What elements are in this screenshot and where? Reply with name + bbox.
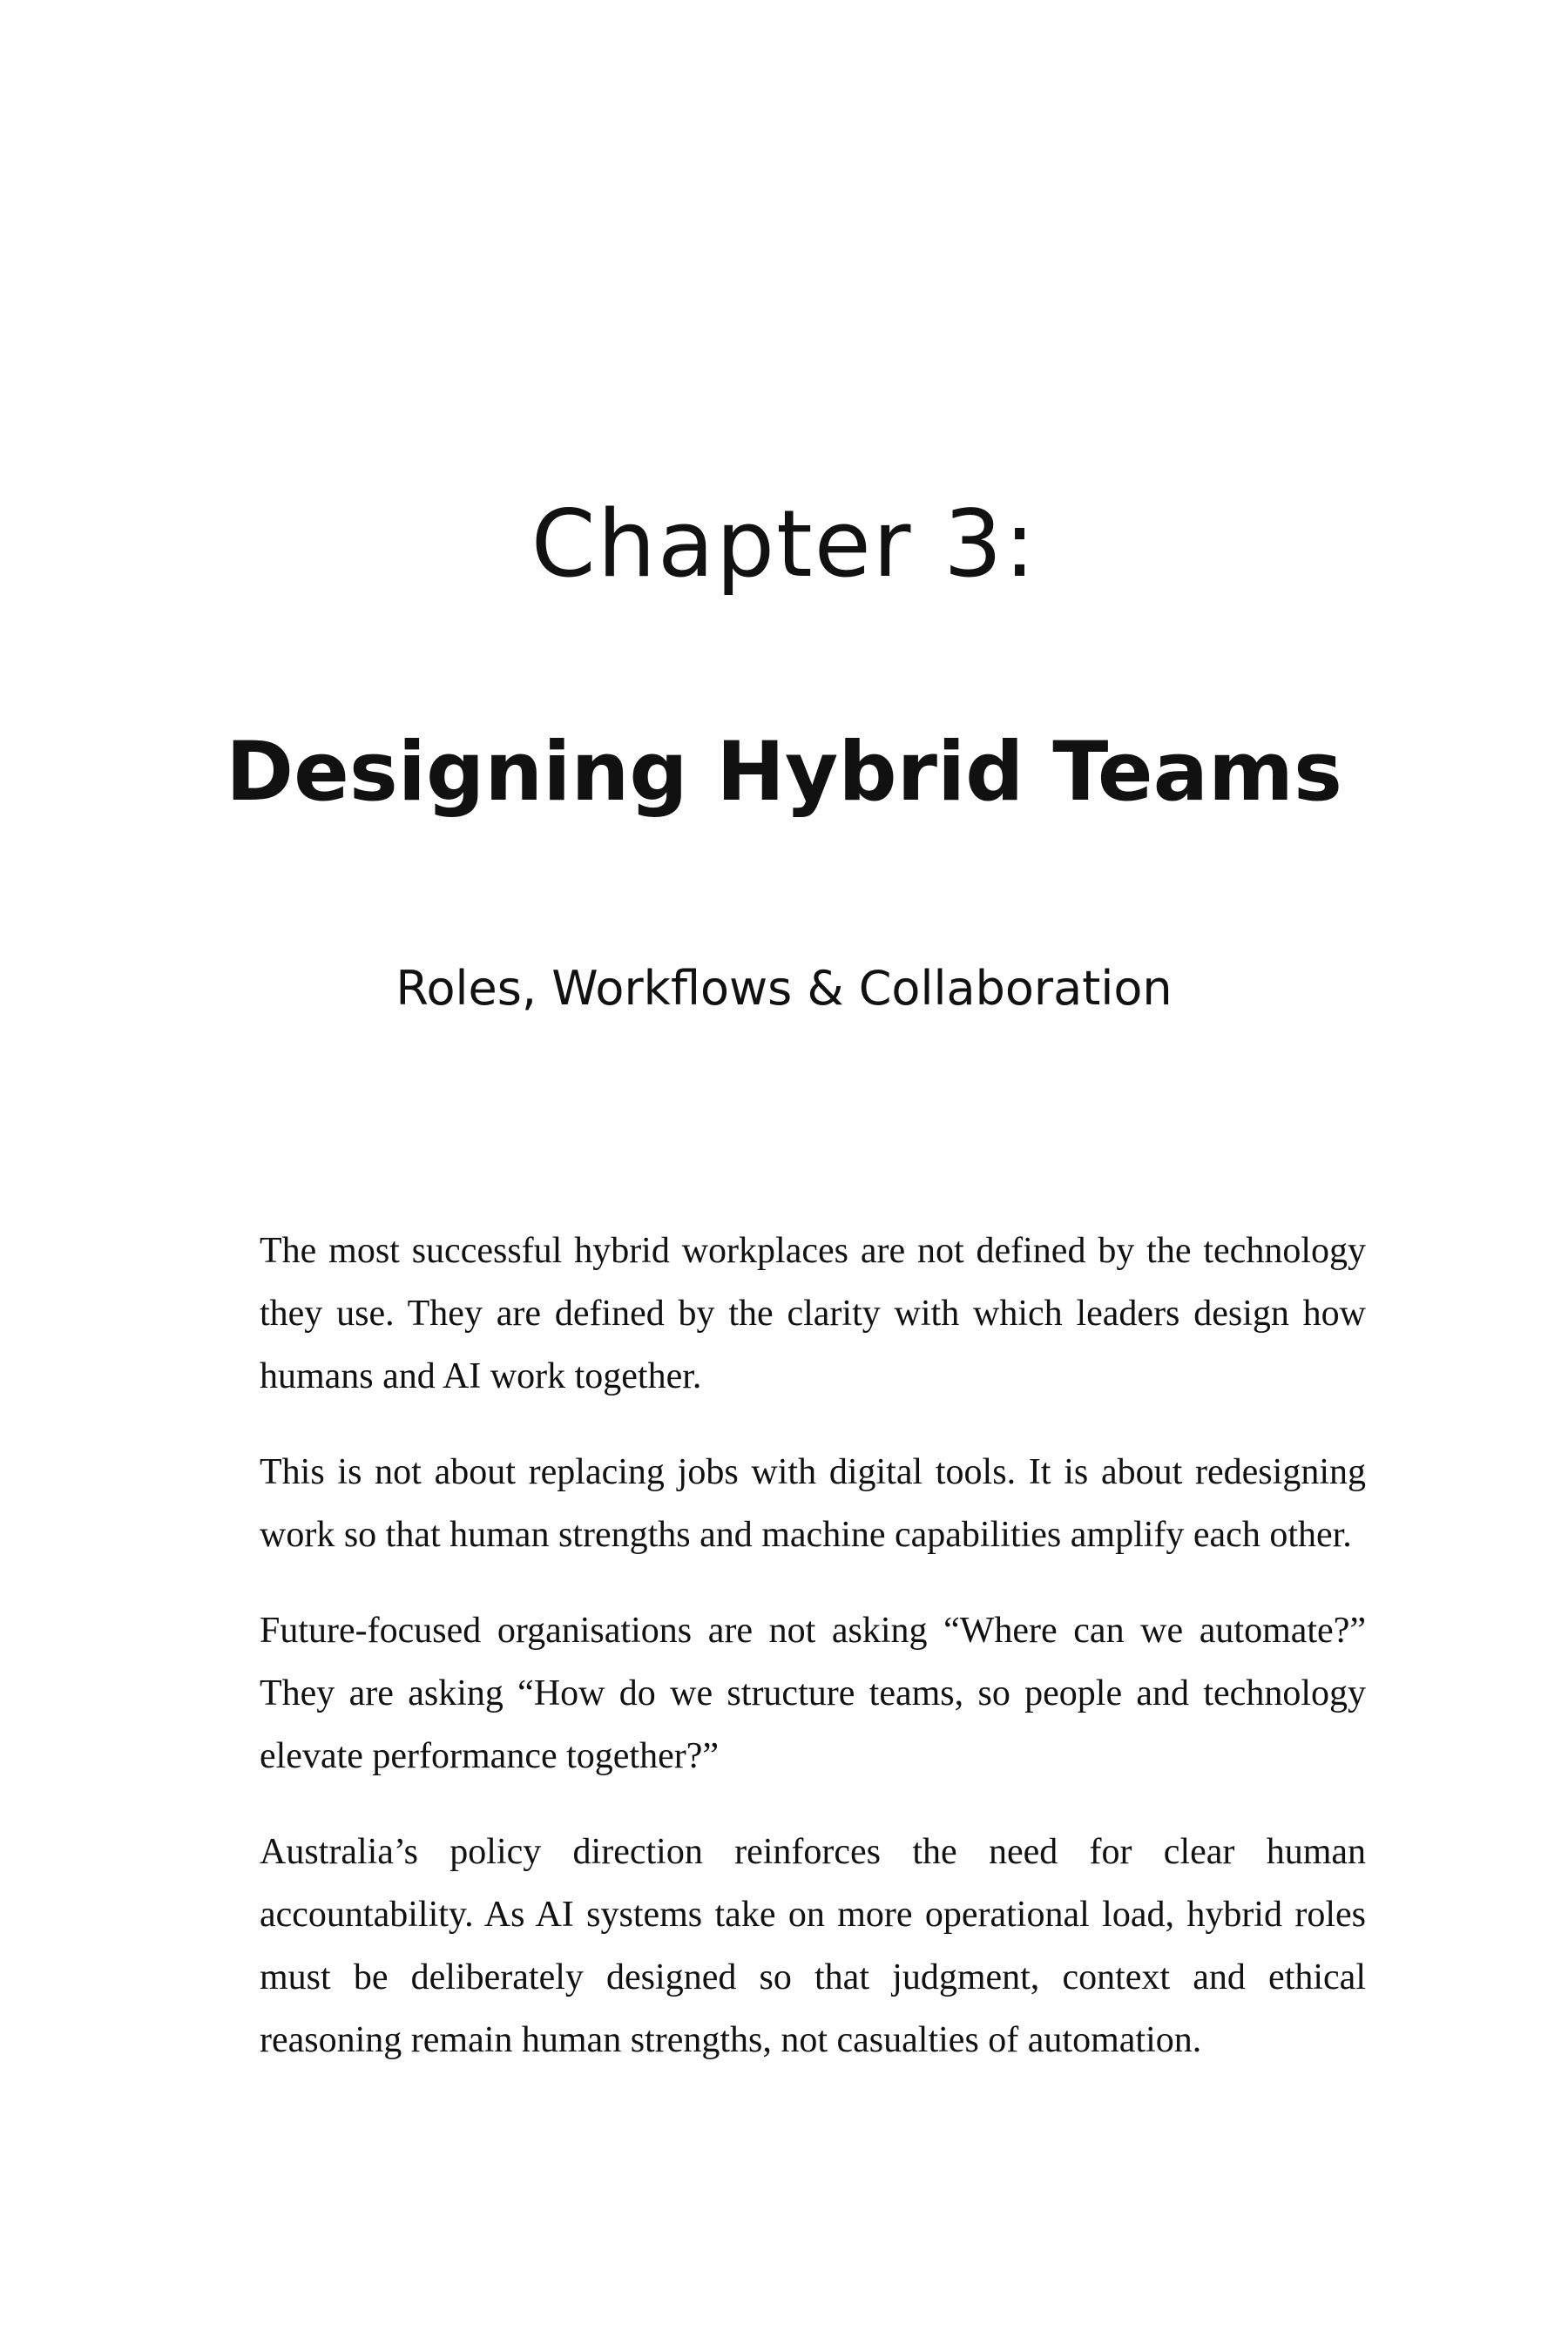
- body-text: [260, 1220, 1366, 2105]
- chapter-label: Chapter 3:: [531, 490, 1037, 598]
- chapter-title: Designing Hybrid Teams: [226, 725, 1342, 820]
- paragraph: The most successful hybrid workplaces are not defined by the technology they use. They are defined by the clarity with which leaders design how humans and AI work together.: [260, 1231, 1366, 1396]
- chapter-subtitle: Roles, Workflows & Collaboration: [395, 961, 1173, 1016]
- paragraph: This is not about replacing jobs with digital tools. It is about redesigning work so that human strengths and machine capabilities amplify each other.: [260, 1452, 1366, 1555]
- paragraph: Future-focused organisations are not asking “Where can we automate?” They are asking “How do we structure teams, so people and technology elevate performance together?”: [260, 1611, 1366, 1776]
- paragraph: Australia’s policy direction reinforces the need for clear human accountability. As AI systems take on more operational load, hybrid roles must be deliberately designed so that judgment, context and ethical reasoning remain human strengths, not casualties of automation.: [260, 1832, 1366, 2060]
